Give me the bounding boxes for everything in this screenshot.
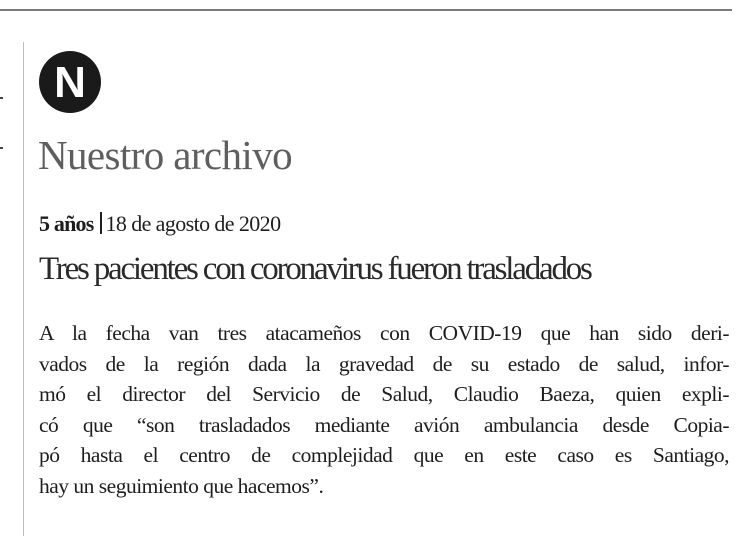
body-line: pó hasta el centro de complejidad que en este caso es Santiago, — [39, 443, 729, 467]
section-title: Nuestro archivo — [38, 132, 292, 178]
body-line: có que “son trasladados mediante avión ambulancia desde Copia- — [39, 412, 729, 437]
section-logo-icon — [39, 51, 101, 113]
section-logo-letter: N — [54, 58, 86, 107]
body-line: mó el director del Servicio de Salud, Claudio Baeza, quien expli- — [39, 382, 729, 406]
top-divider — [0, 9, 732, 11]
body-line: vados de la región dada la gravedad de su estado de salud, infor- — [39, 351, 729, 376]
article-date: 18 de agosto de 2020 — [105, 211, 281, 236]
body-line: hay un seguimiento que hacemos”. — [39, 473, 324, 498]
article-headline: Tres pacientes con coronavirus fueron trasladados — [39, 251, 591, 287]
article-body — [39, 318, 729, 501]
column-divider — [23, 42, 24, 536]
article-meta — [39, 210, 280, 238]
years-ago-label: 5 años — [39, 211, 94, 236]
column-edge-mark — [0, 147, 3, 149]
meta-separator — [100, 212, 102, 234]
column-edge-mark — [0, 97, 3, 99]
body-line: A la fecha van tres atacameños con COVID-19 que han sido deri- — [39, 321, 729, 345]
